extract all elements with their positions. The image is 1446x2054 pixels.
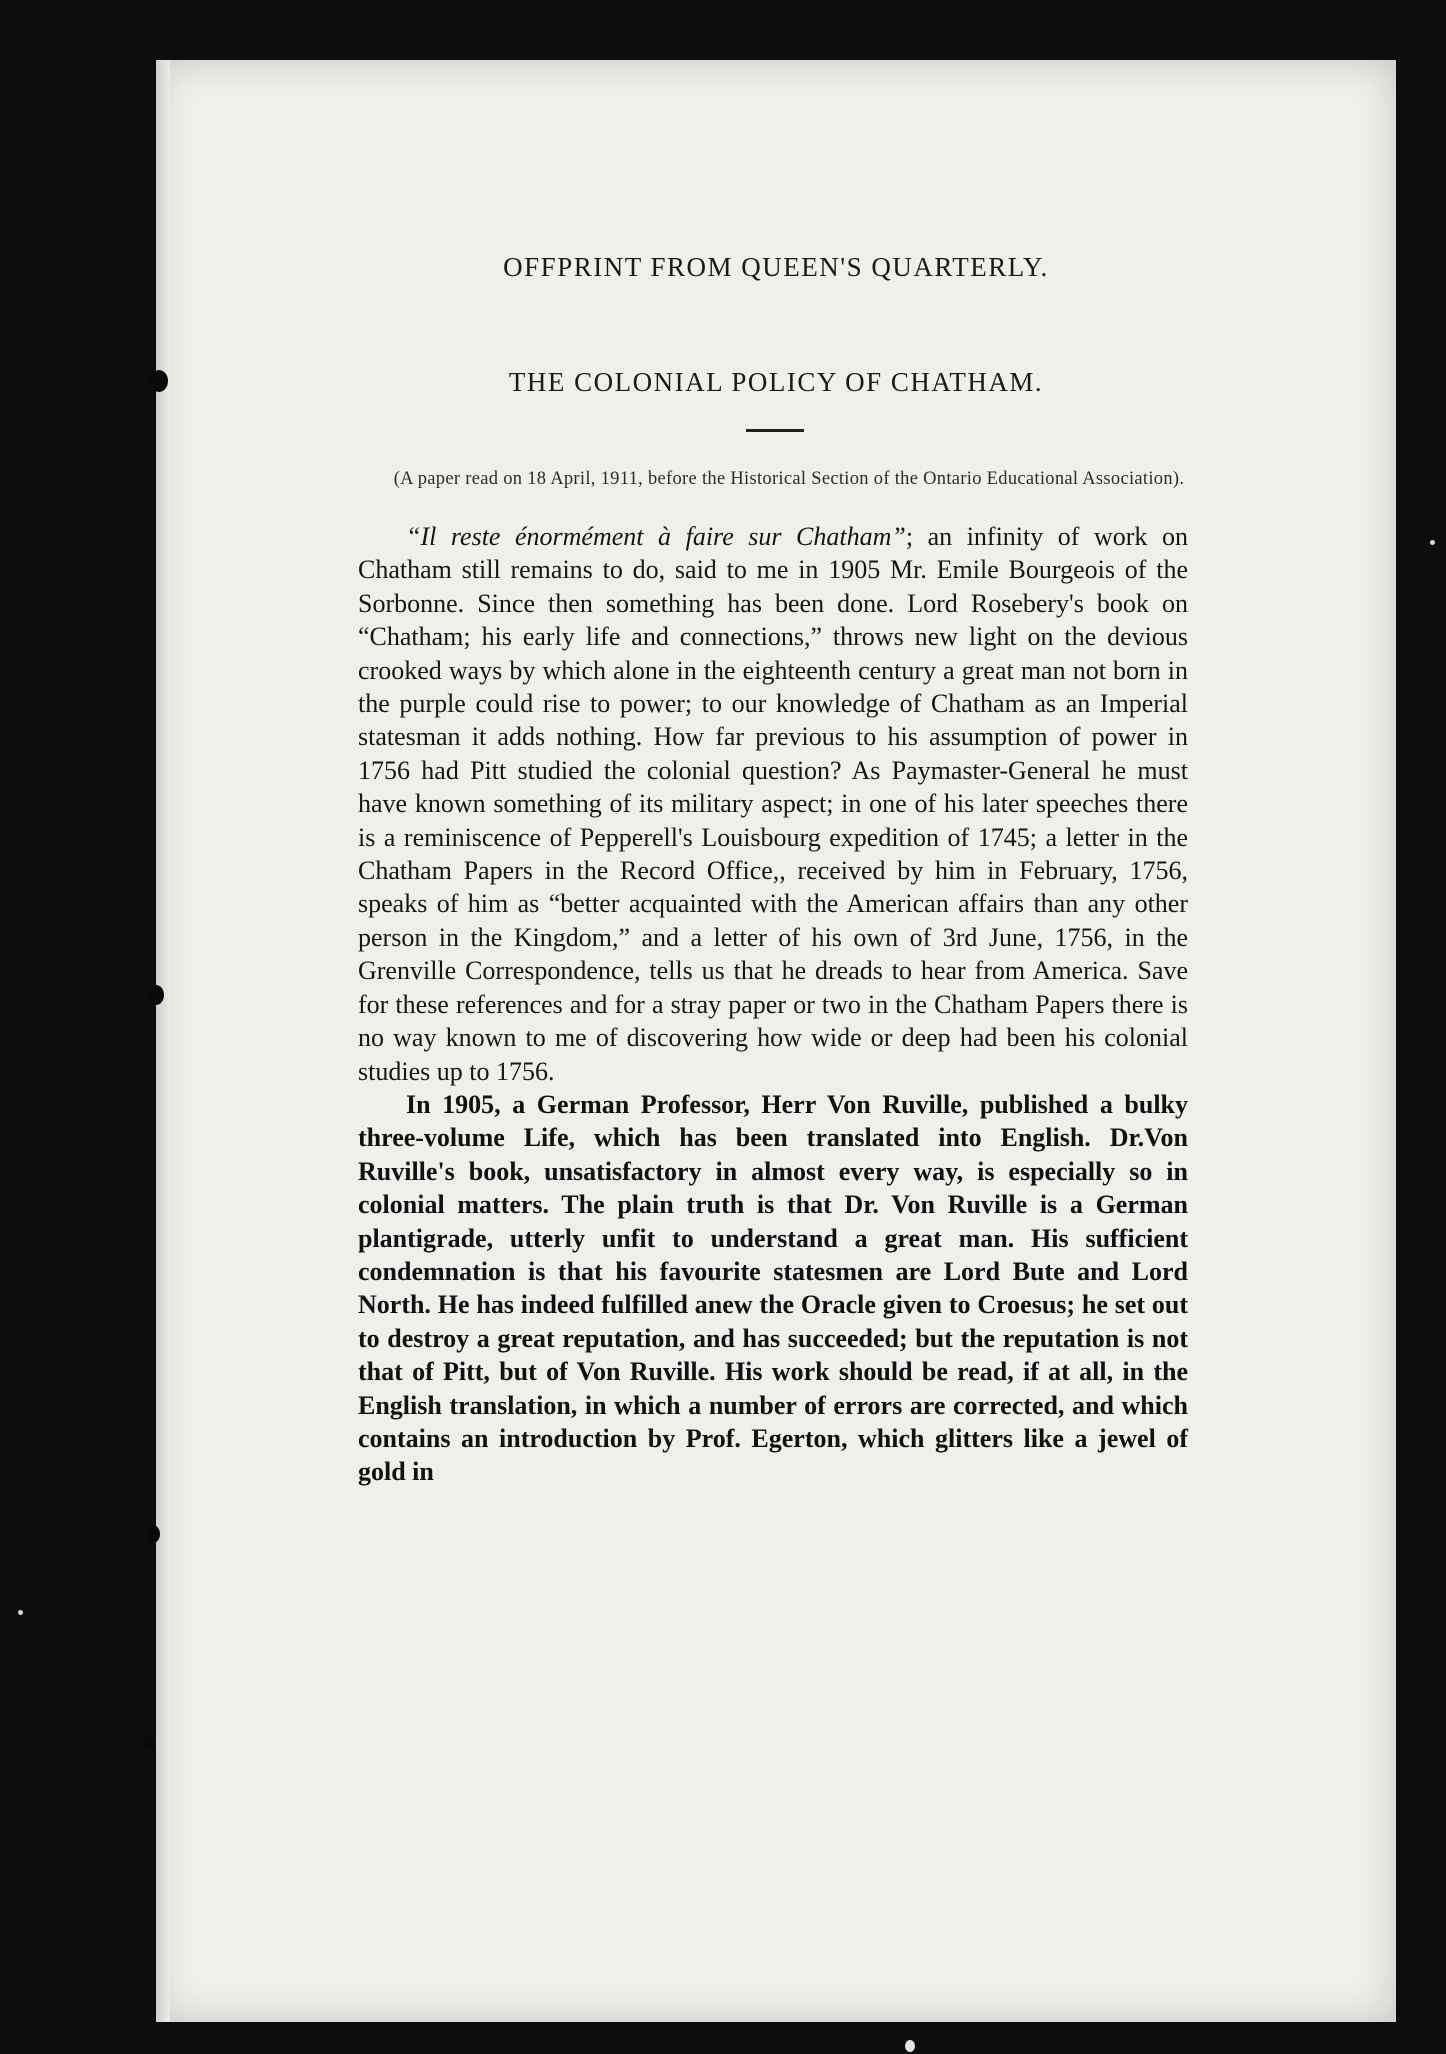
binding-mark xyxy=(148,985,164,1005)
article-body xyxy=(358,520,1188,1489)
dust-speck xyxy=(18,1610,23,1615)
paper-note: (A paper read on 18 April, 1911, before the Historical Section of the Ontario Educational Association). xyxy=(393,469,1185,489)
binding-mark xyxy=(150,370,168,392)
bottom-mark xyxy=(905,2040,915,2052)
title-rule xyxy=(746,429,804,432)
document-page xyxy=(156,60,1396,2022)
page-edge-shadow xyxy=(156,60,170,2022)
binding-mark xyxy=(142,1735,154,1749)
paragraph-1-text: ; an infinity of work on Chatham still remains to do, said to me in 1905 Mr. Emile Bourgeois of the Sorbonne. Since then something has been done. Lord Rosebery's book on “Chatham; his early life and connections,” throws new light on the devious crooked ways by which alone in the eighteenth century a great man not born in the purple could rise to power; to our knowledge of Chatham as an Imperial statesman it adds nothing. How far previous to his assumption of power in 1756 had Pitt studied the colonial question? As Paymaster-General he must have known something of its military aspect; in one of his later speeches there is a reminiscence of Pepperell's Louisbourg expedition of 1745; a letter in the Chatham Papers in the Record Office,, received by him in February, 1756, speaks of him as “better acquainted with the American affairs than any other person in the Kingdom,” and a letter of his own of 3rd June, 1756, in the Grenville Correspondence, tells us that he dreads to hear from America. Save for these references and for a stray paper or two in the Chatham Papers there is no way known to me of discovering how wide or deep had been his colonial studies up to 1756. xyxy=(358,522,1188,1086)
dust-speck xyxy=(1430,540,1435,545)
french-quote: “Il reste énormément à faire sur Chatham” xyxy=(406,522,906,551)
offprint-header: OFFPRINT FROM QUEEN'S QUARTERLY. xyxy=(503,252,1049,282)
paragraph-2: In 1905, a German Professor, Herr Von Ruville, published a bulky three-volume Life, which has been translated into English. Dr.Von Ruville's book, unsatisfactory in almost every way, is especially so in colonial matters. The plain truth is that Dr. Von Ruville is a German plantigrade, utterly unfit to understand a great man. His sufficient condemnation is that his favourite statesmen are Lord Bute and Lord North. He has indeed fulfilled anew the Oracle given to Croesus; he set out to destroy a great reputation, and has succeeded; but the reputation is not that of Pitt, but of Von Ruville. His work should be read, if at all, in the English translation, in which a number of errors are corrected, and which contains an introduction by Prof. Egerton, which glitters like a jewel of gold in xyxy=(358,1089,1188,1487)
article-title: THE COLONIAL POLICY OF CHATHAM. xyxy=(508,367,1044,397)
paragraph-1 xyxy=(358,520,1188,1088)
binding-mark xyxy=(146,1525,160,1543)
